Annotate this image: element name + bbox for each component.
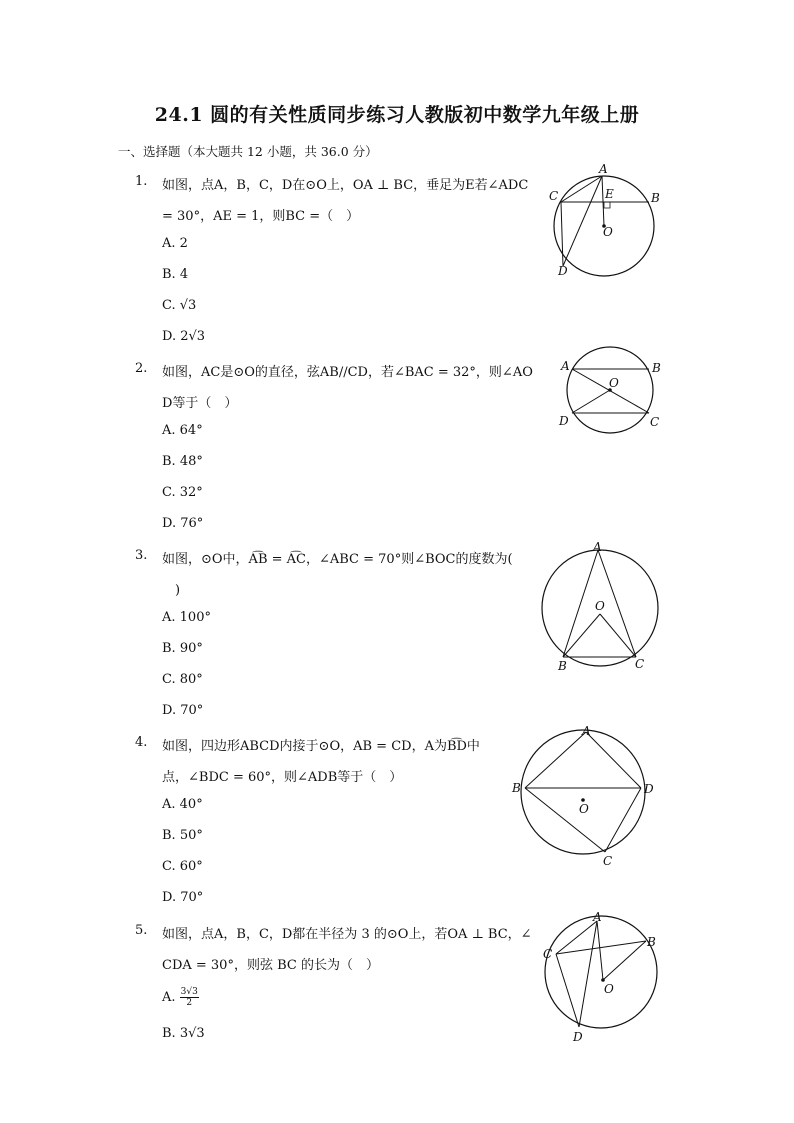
figure-5-label-o: O — [604, 982, 614, 996]
question-2-number: 2. — [135, 361, 148, 376]
figure-1-segment-ad — [563, 176, 602, 266]
figure-5-radius-ob — [603, 941, 646, 980]
figure-5-label-a: A — [593, 910, 602, 924]
figure-2-radius-od — [572, 390, 610, 413]
question-1-text-line-2: = 30°，AE = 1，则BC =（ ） — [162, 209, 360, 224]
question-2-option-a[interactable]: A. 64° — [162, 423, 203, 438]
question-3-text-line-1: 如图，⊙O中，A͡B = A͡C，∠ABC = 70°则∠BOC的度数为( — [162, 552, 513, 567]
question-2-text-line-1: 如图，AC是⊙O的直径，弦AB//CD，若∠BAC = 32°，则∠AO — [162, 365, 533, 380]
figure-1-label-b: B — [651, 191, 660, 205]
question-4-option-b[interactable]: B. 50° — [162, 828, 203, 843]
figure-4-chord-ab — [525, 732, 586, 788]
figure-5-radius-oa — [597, 921, 603, 980]
question-5-number: 5. — [135, 923, 148, 938]
figure-4-label-o: O — [579, 802, 589, 816]
figure-1-label-e: E — [605, 187, 614, 201]
figure-1-circle-diagram — [545, 160, 665, 280]
figure-4-label-d: D — [644, 782, 654, 796]
figure-4-circle-diagram — [508, 722, 663, 872]
figure-5-label-b: B — [647, 935, 656, 949]
question-1-option-b[interactable]: B. 4 — [162, 267, 189, 282]
figure-3-label-b: B — [558, 659, 567, 673]
figure-1-right-angle-mark — [604, 202, 610, 208]
figure-5-circle-diagram — [538, 908, 666, 1048]
question-1-option-c[interactable]: C. √3 — [162, 298, 197, 313]
question-4-option-c[interactable]: C. 60° — [162, 859, 203, 874]
figure-1-label-c: C — [549, 189, 559, 203]
question-1-text-line-1: 如图，点A，B，C，D在⊙O上，OA ⊥ BC，垂足为E若∠ADC — [162, 178, 529, 193]
figure-3-label-a: A — [593, 540, 602, 554]
question-4-option-d[interactable]: D. 70° — [162, 890, 204, 905]
figure-3-label-c: C — [635, 657, 645, 671]
figure-4-label-b: B — [512, 781, 521, 795]
figure-5-segment-cd — [556, 954, 579, 1027]
figure-1-label-o: O — [603, 225, 613, 239]
question-2-text-line-2: D等于（ ） — [162, 396, 238, 411]
question-2-option-c[interactable]: C. 32° — [162, 485, 203, 500]
figure-4-chord-cd — [605, 788, 641, 852]
figure-3-radius-oc — [600, 614, 636, 657]
figure-3-label-o: O — [595, 599, 605, 613]
figure-2-label-b: B — [652, 361, 661, 375]
question-3-text-line-2: ) — [162, 583, 181, 598]
figure-2-label-o: O — [609, 376, 619, 390]
fraction-numerator: 3√3 — [180, 987, 198, 997]
figure-2-label-a: A — [561, 359, 570, 373]
question-5-option-a[interactable] — [162, 987, 199, 1008]
figure-5-label-c: C — [543, 947, 553, 961]
figure-4-chord-bc — [525, 788, 605, 852]
question-4-number: 4. — [135, 735, 148, 750]
figure-2-circle-diagram — [555, 345, 667, 437]
figure-1-label-a: A — [599, 162, 608, 176]
question-1-option-a[interactable]: A. 2 — [162, 236, 188, 251]
figure-1-label-d: D — [558, 264, 568, 278]
figure-4-label-c: C — [603, 854, 613, 868]
question-1-number: 1. — [135, 174, 148, 189]
figure-1-radius-oa — [602, 176, 604, 226]
question-3-number: 3. — [135, 548, 148, 563]
question-5-option-a-letter: A. — [162, 990, 176, 1005]
page-title: 24.1 圆的有关性质同步练习人教版初中数学九年级上册 — [154, 104, 640, 126]
question-5-text-line-1: 如图，点A，B，C，D都在半径为 3 的⊙O上，若OA ⊥ BC，∠ — [162, 927, 532, 942]
question-3-option-b[interactable]: B. 90° — [162, 641, 203, 656]
question-2-option-d[interactable]: D. 76° — [162, 516, 204, 531]
question-3-option-d[interactable]: D. 70° — [162, 703, 204, 718]
figure-5-label-d: D — [573, 1030, 583, 1044]
figure-3-circle-diagram — [535, 538, 670, 676]
question-5-text-line-2: CDA = 30°，则弦 BC 的长为（ ） — [162, 958, 379, 973]
question-4-text-line-2: 点，∠BDC = 60°，则∠ADB等于（ ） — [162, 770, 403, 785]
section-heading: 一、选择题（本大题共 12 小题，共 36.0 分） — [118, 144, 378, 159]
figure-5-segment-ad — [579, 921, 597, 1027]
figure-4-circle — [521, 730, 645, 854]
figure-4-label-a: A — [582, 724, 591, 738]
question-2-option-b[interactable]: B. 48° — [162, 454, 203, 469]
question-5-option-a-fraction — [180, 987, 199, 1008]
question-3-option-a[interactable]: A. 100° — [162, 610, 211, 625]
figure-3-chord-ab — [563, 550, 598, 657]
figure-1-segment-cd — [561, 202, 563, 266]
figure-3-radius-ob — [563, 614, 600, 657]
question-4-option-a[interactable]: A. 40° — [162, 797, 203, 812]
figure-2-label-d: D — [559, 414, 569, 428]
fraction-denominator: 2 — [186, 998, 193, 1008]
figure-2-label-c: C — [650, 415, 660, 429]
question-5-option-b[interactable]: B. 3√3 — [162, 1026, 205, 1041]
question-3-option-c[interactable]: C. 80° — [162, 672, 203, 687]
question-1-option-d[interactable]: D. 2√3 — [162, 329, 206, 344]
figure-4-chord-ad — [586, 732, 641, 788]
question-4-text-line-1: 如图，四边形ABCD内接于⊙O，AB = CD，A为B͡D中 — [162, 739, 480, 754]
